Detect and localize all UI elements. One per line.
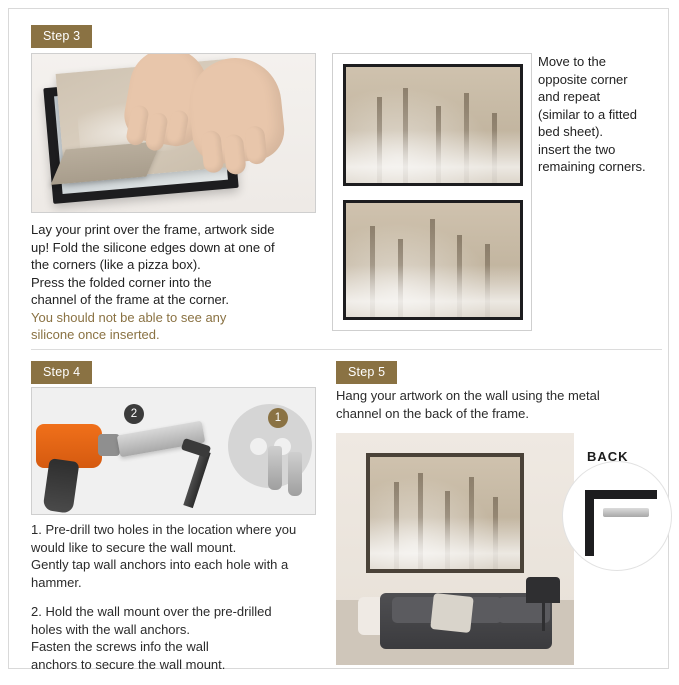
step-3-line: the corners (like a pizza box). (31, 257, 201, 272)
step-5-badge-wrap (336, 361, 397, 384)
pre-drilled-hole (250, 438, 267, 455)
step-4-paragraph-2 (31, 603, 321, 673)
forest-artwork (370, 457, 520, 569)
step-5-badge: Step 5 (336, 361, 397, 384)
step-5-body-text (336, 387, 656, 422)
forest-artwork (346, 67, 520, 183)
side-note-line: remaining corners. (538, 159, 646, 174)
callout-number-1: 1 (268, 408, 288, 428)
step-4-line: Gently tap wall anchors into each hole with a (31, 557, 289, 572)
step-3-line: Lay your print over the frame, artwork side (31, 222, 275, 237)
mist-overlay (346, 265, 520, 317)
step-3-body-text (31, 221, 323, 344)
step-3-highlight-line: silicone once inserted. (31, 327, 160, 342)
finger (200, 130, 224, 174)
step-3-badge: Step 3 (31, 25, 92, 48)
finger (223, 133, 247, 175)
finger (166, 109, 190, 148)
step-4-badge: Step 4 (31, 361, 92, 384)
step-4-illustration (31, 387, 316, 515)
frame-edge-vertical (585, 490, 594, 556)
step-4-line: would like to secure the wall mount. (31, 539, 237, 555)
lamp-shade (526, 577, 560, 603)
step-3-line: up! Fold the silicone edges down at one of (31, 239, 275, 255)
artwork-panel-top (343, 64, 523, 186)
side-note-line: opposite corner (538, 71, 628, 87)
back-of-frame-callout (562, 461, 672, 571)
step-4-body-text (31, 521, 321, 685)
side-note-line: Move to the (538, 54, 606, 69)
lamp-stem (542, 601, 545, 631)
step-4-line: 2. Hold the wall mount over the pre-drilled (31, 604, 272, 619)
wall-anchor (288, 452, 302, 496)
callout-number-2: 2 (124, 404, 144, 424)
mist-overlay (346, 130, 520, 183)
step-4-line: holes with the wall anchors. (31, 621, 190, 637)
step-4-line: Fasten the screws info the wall (31, 639, 209, 654)
step-3-highlight-line: You should not be able to see any (31, 309, 227, 325)
artwork-panel-bottom (343, 200, 523, 320)
step-4-line: 1. Pre-drill two holes in the location where you (31, 522, 297, 537)
throw-blanket (430, 593, 474, 633)
step-4-line: anchors to secure the wall mount. (31, 656, 226, 672)
step-5-illustration (336, 433, 574, 665)
side-note-line: insert the two (538, 141, 616, 157)
step-4-badge-wrap (31, 361, 92, 384)
step-3-illustration (31, 53, 316, 213)
mist-overlay (370, 517, 520, 569)
forest-artwork (346, 203, 520, 317)
back-label: BACK (587, 449, 629, 464)
section-divider (31, 349, 662, 350)
step-3-side-note (538, 53, 662, 176)
finger (244, 125, 268, 165)
step-4-line: hammer. (31, 574, 82, 590)
hung-artwork (366, 453, 524, 573)
side-note-line: bed sheet). (538, 124, 604, 139)
instruction-sheet (8, 8, 669, 672)
metal-channel (603, 508, 649, 517)
frame-edge-horizontal (585, 490, 657, 499)
step-5-line: Hang your artwork on the wall using the metal (336, 388, 600, 403)
side-note-line: (similar to a fitted (538, 106, 637, 122)
step-3-side-illustration (332, 53, 532, 331)
side-note-line: and repeat (538, 89, 601, 104)
step-5-line: channel on the back of the frame. (336, 405, 529, 421)
step-3-line: channel of the frame at the corner. (31, 292, 230, 307)
step-3-badge-wrap (31, 25, 92, 48)
wall-anchor (268, 446, 282, 490)
step-4-paragraph-1 (31, 521, 321, 591)
step-3-line: Press the folded corner into the (31, 274, 212, 290)
